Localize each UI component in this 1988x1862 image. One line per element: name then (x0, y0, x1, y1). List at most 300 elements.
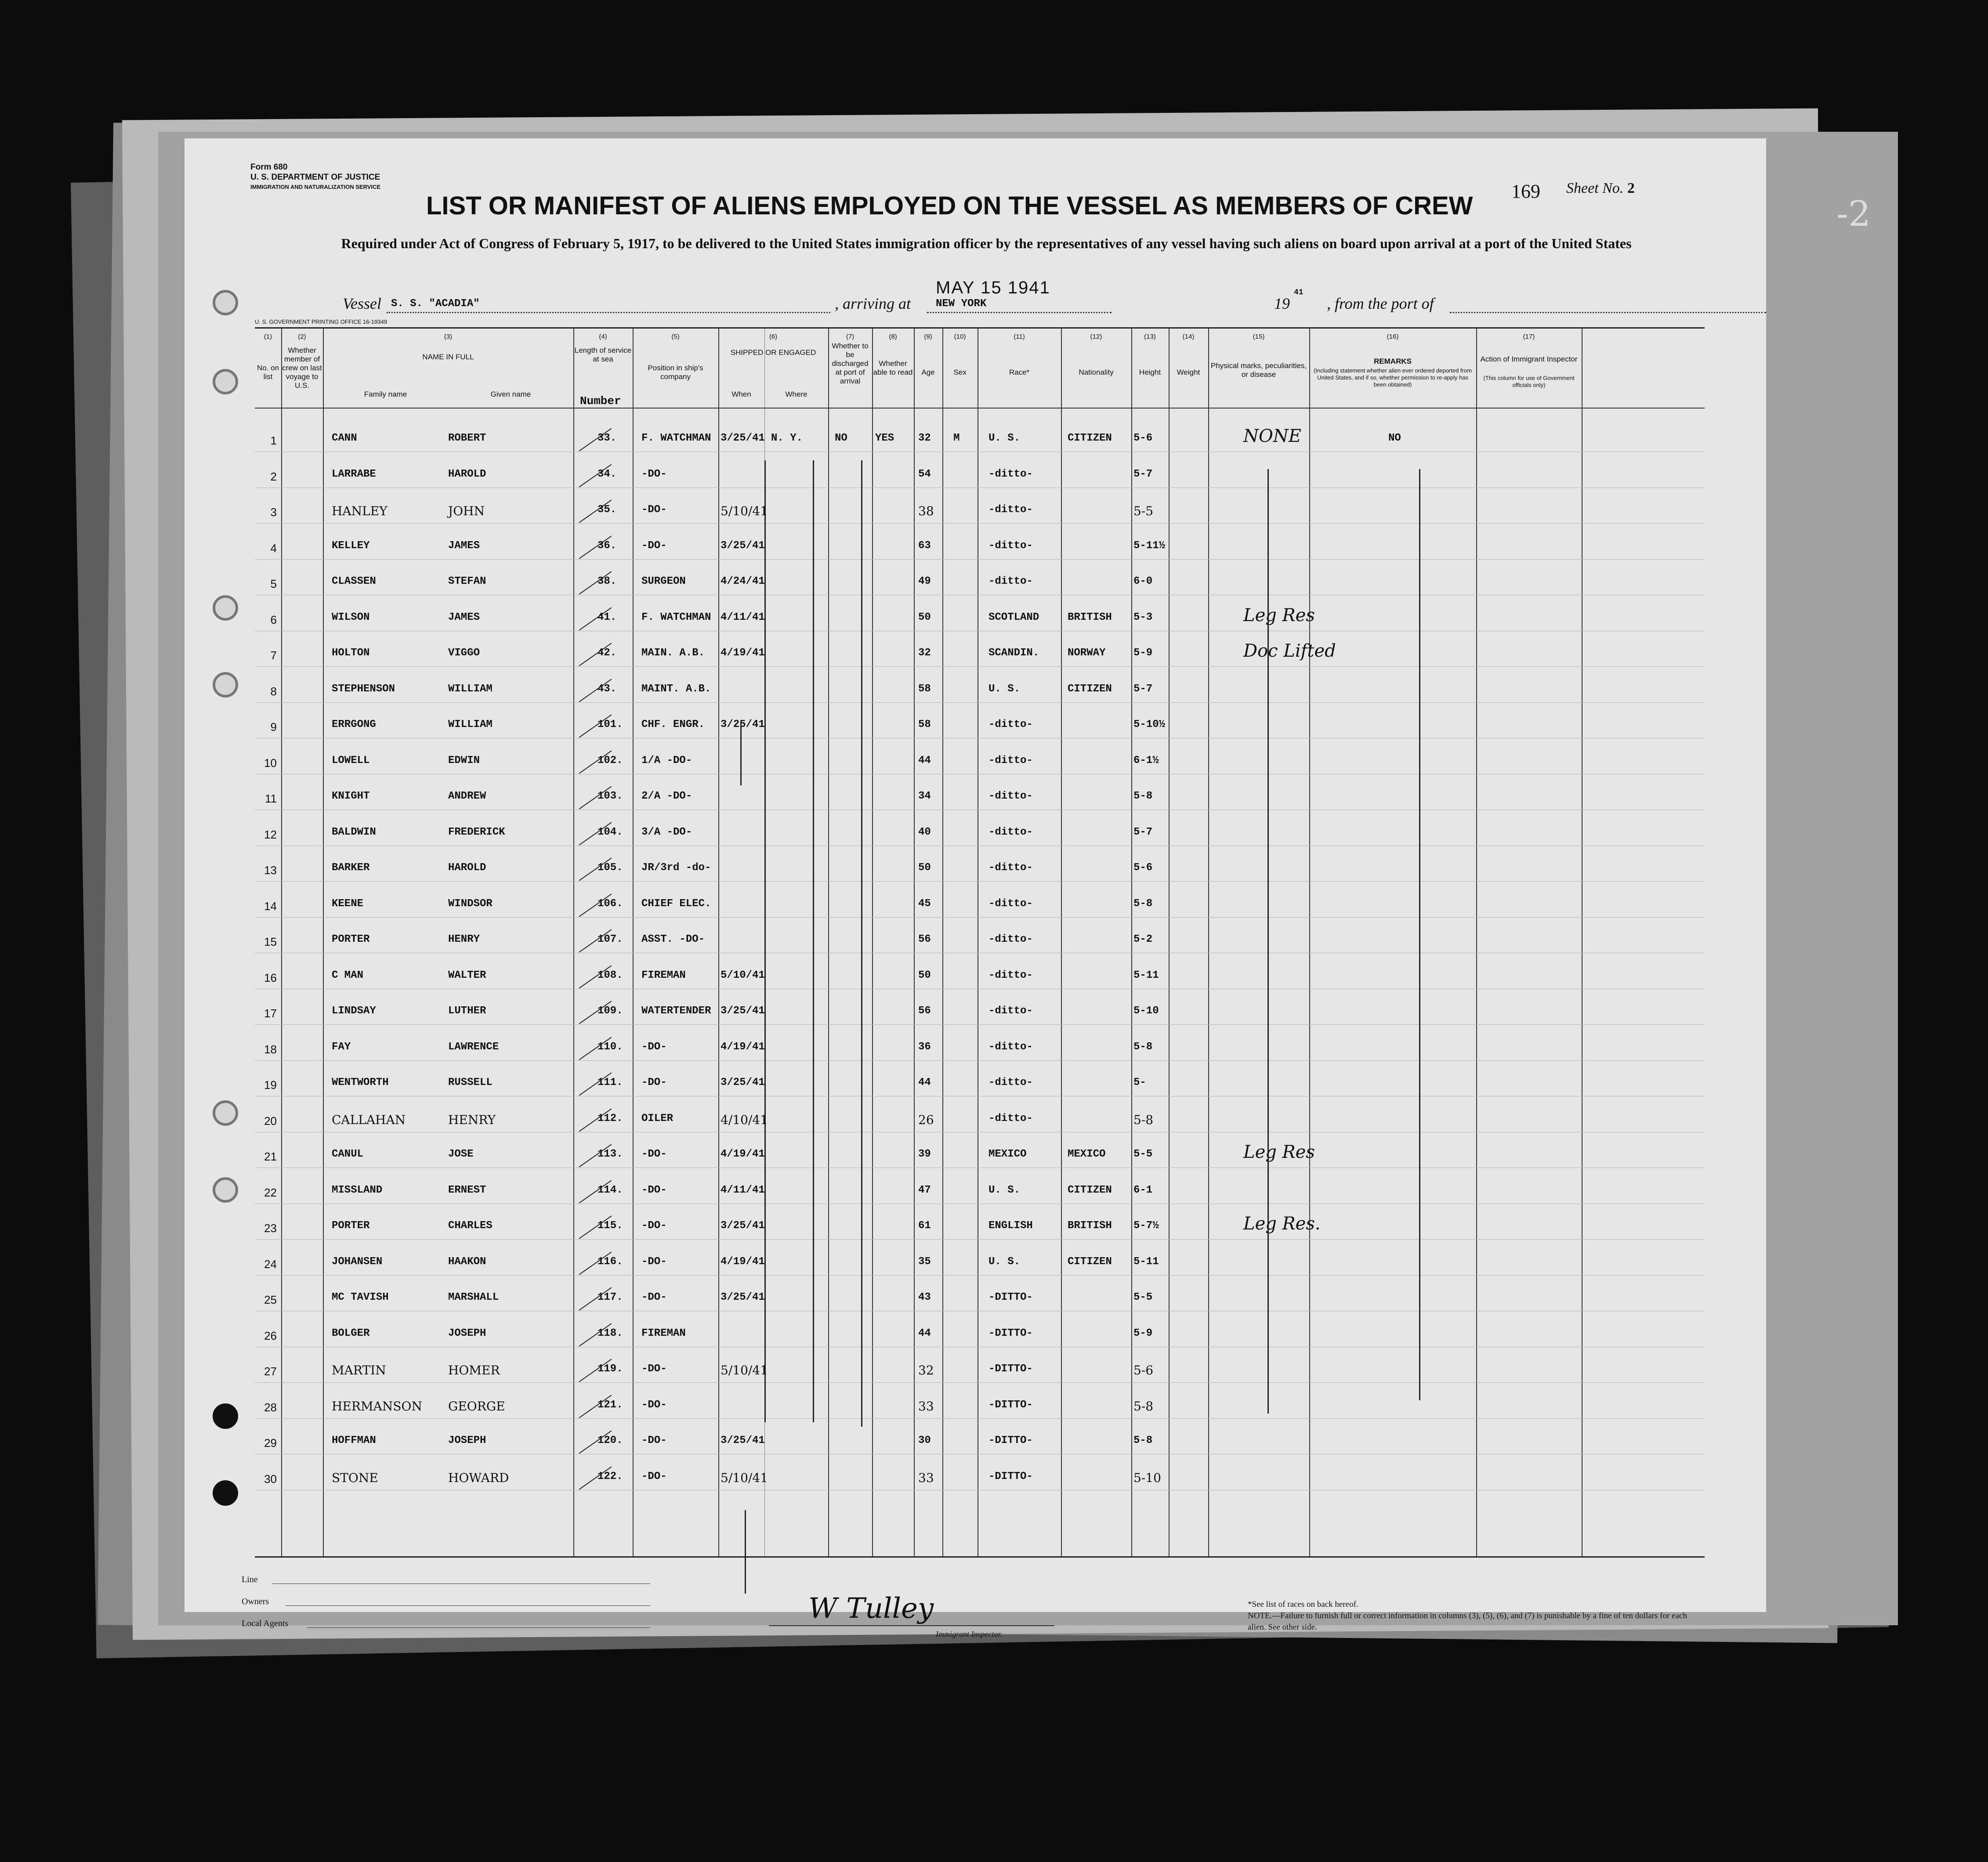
family-name-cell: BALDWIN (332, 826, 376, 838)
row-rule (255, 1024, 1705, 1025)
race-cell: -DITTO- (989, 1399, 1033, 1411)
given-name-cell: JOSEPH (448, 1327, 486, 1339)
age-cell: 32 (918, 432, 931, 444)
race-cell: -ditto- (989, 1112, 1033, 1124)
height-cell: 5-2 (1133, 933, 1153, 945)
age-cell: 32 (918, 647, 931, 659)
race-cell: U. S. (989, 1255, 1021, 1268)
race-cell: U. S. (989, 1184, 1021, 1196)
column-rule (1476, 329, 1477, 1556)
age-cell: 47 (918, 1184, 931, 1196)
family-name-cell: CALLAHAN (332, 1112, 406, 1127)
row-number: 13 (264, 864, 277, 877)
given-name-cell: WILLIAM (448, 683, 492, 695)
col-10-num: (10) (954, 333, 966, 340)
margin-mark: -2 (1836, 193, 1871, 234)
position-cell: -DO- (641, 1148, 667, 1160)
nationality-cell: CITIZEN (1068, 1184, 1112, 1196)
subtitle: Required under Act of Congress of February 5, 1917, to be delivered to the United States immigration officer by the representatives of any vessel having such aliens on board upon arrival at a port of the United States (341, 235, 1632, 251)
binder-hole (213, 1100, 238, 1126)
family-name-cell: JOHANSEN (332, 1255, 383, 1268)
column-rule (914, 329, 915, 1556)
col-9-header: Age (921, 368, 935, 376)
binder-hole (213, 369, 238, 394)
race-cell: -ditto- (989, 969, 1033, 981)
height-cell: 5-6 (1133, 432, 1153, 444)
family-name-cell: LOWELL (332, 754, 370, 766)
col-16-header: REMARKS (1374, 357, 1412, 365)
col-1-header: No. on list (257, 364, 279, 381)
race-cell: -DITTO- (989, 1470, 1033, 1482)
column-rule (872, 329, 873, 1556)
shipped-when-cell: 3/25/41 (721, 1005, 765, 1017)
family-name-cell: BOLGER (332, 1327, 370, 1339)
row-rule (255, 917, 1705, 918)
column-rule (573, 329, 574, 1556)
family-name-header: Family name (364, 390, 407, 398)
age-cell: 32 (918, 1363, 934, 1378)
shipped-when-cell: 5/10/41 (721, 1470, 768, 1485)
height-cell: 5-7½ (1133, 1220, 1159, 1232)
family-name-cell: CANUL (332, 1148, 364, 1160)
service-length-cell: 34. (597, 468, 617, 480)
column-rule (828, 329, 829, 1556)
col-3-num: (3) (444, 333, 453, 340)
ditto-stroke (861, 460, 862, 1427)
race-cell: -ditto- (989, 897, 1033, 910)
discharged-cell: NO (835, 432, 847, 444)
shipped-when-cell: 3/25/41 (721, 1291, 765, 1303)
agents-label: Local Agents (242, 1619, 289, 1628)
shipped-when-cell: 5/10/41 (721, 504, 768, 518)
given-name-cell: HOWARD (448, 1470, 509, 1485)
race-cell: ENGLISH (989, 1220, 1033, 1232)
age-cell: 56 (918, 1005, 931, 1017)
given-name-cell: GEORGE (448, 1399, 505, 1414)
row-number: 25 (264, 1293, 277, 1306)
row-rule (255, 881, 1705, 882)
given-name-cell: LUTHER (448, 1005, 486, 1017)
race-cell: -DITTO- (989, 1363, 1033, 1375)
age-cell: 56 (918, 933, 931, 945)
service-length-cell: 109. (597, 1005, 623, 1017)
age-cell: 44 (918, 1327, 931, 1339)
sex-cell: M (953, 432, 960, 444)
row-number: 7 (270, 649, 277, 662)
row-number: 10 (264, 756, 277, 770)
family-name-cell: CLASSEN (332, 575, 376, 587)
row-rule (255, 702, 1705, 703)
sheet-number (1566, 180, 1635, 197)
age-cell: 43 (918, 1291, 931, 1303)
column-rule (1169, 329, 1170, 1556)
col-17-num: (17) (1523, 333, 1535, 340)
shipped-when-cell: 3/25/41 (721, 1435, 765, 1446)
col-14-header: Weight (1177, 368, 1200, 376)
service-length-cell: 35. (597, 504, 617, 516)
height-cell: 6-1 (1133, 1184, 1153, 1196)
height-cell: 5-7 (1133, 826, 1153, 838)
age-cell: 58 (918, 683, 931, 695)
race-note: *See list of races on back hereof. (1248, 1600, 1358, 1609)
column-rule (942, 329, 943, 1556)
height-cell: 6-0 (1133, 575, 1153, 587)
form-code: 16—19349 (1665, 1648, 1689, 1654)
shipped-when-cell: 5/10/41 (721, 1363, 768, 1378)
position-cell: -DO- (641, 1184, 667, 1196)
height-cell: 5-10 (1133, 1470, 1161, 1485)
row-number: 20 (264, 1114, 277, 1128)
col-11-header: Race* (1009, 368, 1030, 376)
service-length-cell: 42. (597, 647, 617, 659)
given-name-cell: LAWRENCE (448, 1041, 499, 1053)
physical-marks-cell: Leg Res (1243, 605, 1315, 625)
age-cell: 54 (918, 468, 931, 480)
family-name-cell: ERRGONG (332, 719, 376, 730)
col-10-header: Sex (953, 368, 967, 376)
row-rule (255, 1418, 1705, 1419)
year-prefix: 19 (1274, 295, 1290, 312)
family-name-cell: LARRABE (332, 468, 376, 480)
race-cell: U. S. (989, 683, 1021, 695)
family-name-cell: PORTER (332, 1220, 370, 1232)
service-length-cell: 101. (597, 719, 623, 730)
height-cell: 5-5 (1133, 1291, 1153, 1303)
row-number: 30 (264, 1472, 277, 1486)
service-length-cell: 116. (597, 1255, 623, 1268)
row-number: 5 (270, 577, 277, 590)
nationality-cell: BRITISH (1068, 1220, 1112, 1232)
penalty-note: NOTE.—Failure to furnish full or correct information in columns (3), (5), (6), and (7) is punishable by a fine of ten dollars for each alien. See other side. (1248, 1611, 1687, 1632)
row-rule (255, 1239, 1705, 1240)
service-length-cell: 102. (597, 754, 623, 766)
given-name-cell: VIGGO (448, 647, 480, 659)
height-cell: 5-6 (1133, 862, 1153, 874)
age-cell: 50 (918, 862, 931, 874)
col-7-num: (7) (846, 333, 855, 340)
race-cell: MEXICO (989, 1148, 1027, 1160)
position-cell: WATERTENDER (641, 1005, 711, 1017)
height-cell: 5-5 (1133, 1148, 1153, 1160)
height-cell: 5-10½ (1133, 719, 1166, 730)
shipped-when-cell: 4/19/41 (721, 647, 765, 659)
owners-label: Owners (242, 1597, 269, 1606)
family-name-cell: C MAN (332, 969, 364, 981)
race-cell: -ditto- (989, 504, 1033, 516)
height-cell: 5-8 (1133, 1435, 1153, 1446)
manifest-page (185, 138, 1766, 1654)
shipped-when-cell: 4/11/41 (721, 1184, 765, 1196)
ditto-stroke (1419, 469, 1420, 1400)
physical-marks-cell: NONE (1243, 426, 1301, 446)
col-15-num: (15) (1253, 333, 1265, 340)
row-number: 19 (264, 1078, 277, 1092)
row-number: 3 (270, 506, 277, 519)
row-number: 14 (264, 899, 277, 913)
col-16-num: (16) (1387, 333, 1399, 340)
given-name-cell: JOHN (448, 504, 485, 518)
age-cell: 30 (918, 1435, 931, 1446)
age-cell: 36 (918, 1041, 931, 1053)
position-cell: -DO- (641, 1435, 667, 1446)
family-name-cell: HERMANSON (332, 1399, 422, 1414)
age-cell: 63 (918, 539, 931, 552)
age-cell: 38 (918, 504, 934, 518)
race-cell: -ditto- (989, 826, 1033, 838)
service-length-cell: 107. (597, 933, 623, 945)
position-cell: -DO- (641, 1399, 667, 1411)
row-rule (255, 666, 1705, 667)
col-13-header: Height (1139, 368, 1161, 376)
row-rule (255, 1382, 1705, 1383)
service-length-cell: 104. (597, 826, 623, 838)
physical-marks-cell: Leg Res (1243, 1142, 1315, 1162)
row-number: 8 (270, 684, 277, 698)
column-rule (281, 329, 282, 1556)
position-cell: CHIEF ELEC. (641, 897, 711, 910)
given-name-cell: HENRY (448, 933, 480, 945)
race-cell: -ditto- (989, 719, 1033, 730)
row-rule (255, 523, 1705, 524)
family-name-cell: KELLEY (332, 539, 370, 552)
position-cell: MAIN. A.B. (641, 647, 705, 659)
service-length-cell: 36. (597, 539, 617, 552)
col-1-num: (1) (264, 333, 272, 340)
page-title: LIST OR MANIFEST OF ALIENS EMPLOYED ON THE VESSEL AS MEMBERS OF CREW (426, 192, 1473, 220)
height-cell: 5-3 (1133, 611, 1153, 623)
position-cell: -DO- (641, 468, 667, 480)
shipped-when-cell: 3/25/41 (721, 719, 765, 730)
row-number: 28 (264, 1400, 277, 1414)
ditto-stroke (813, 460, 814, 1422)
vessel-name: S. S. "ACADIA" (391, 298, 480, 310)
sheet-value: 2 (1627, 180, 1635, 196)
nationality-cell: NORWAY (1068, 647, 1106, 659)
family-name-cell: MARTIN (332, 1363, 386, 1378)
inspector-label: Immigrant Inspector. (936, 1630, 1002, 1638)
family-name-cell: MISSLAND (332, 1184, 383, 1196)
family-name-cell: WILSON (332, 611, 370, 623)
service-length-cell: 117. (597, 1291, 623, 1303)
given-name-cell: JOSEPH (448, 1435, 486, 1446)
service-length-cell: 115. (597, 1220, 623, 1232)
binder-hole (213, 672, 238, 698)
family-name-cell: PORTER (332, 933, 370, 945)
when-header: When (731, 390, 751, 398)
service-length-cell: 106. (597, 897, 623, 910)
inspector-note: (This column for use of Government officials only) (1483, 375, 1575, 388)
binder-hole (213, 290, 238, 315)
header-rule (255, 408, 1705, 409)
height-cell: 5-6 (1133, 1363, 1154, 1378)
given-name-cell: HAROLD (448, 468, 486, 480)
family-name-cell: FAY (332, 1041, 351, 1053)
age-cell: 39 (918, 1148, 931, 1160)
height-cell: 5-7 (1133, 468, 1153, 480)
service-length-cell: 105. (597, 862, 623, 874)
shipped-when-cell: 3/25/41 (721, 539, 765, 552)
col-13-num: (13) (1144, 333, 1156, 340)
col-17-header: Action of Immigrant Inspector (1480, 355, 1578, 363)
family-name-cell: STEPHENSON (332, 683, 395, 695)
position-cell: MAINT. A.B. (641, 683, 711, 695)
height-cell: 5- (1133, 1077, 1146, 1088)
given-name-cell: WALTER (448, 969, 486, 981)
height-cell: 5-9 (1133, 647, 1153, 659)
family-name-cell: KEENE (332, 897, 364, 910)
race-cell: -ditto- (989, 933, 1033, 945)
service-length-cell: 41. (597, 611, 617, 623)
vessel-label: Vessel (343, 295, 381, 312)
race-cell: -ditto- (989, 575, 1033, 587)
position-cell: JR/3rd -do- (641, 862, 711, 874)
binder-hole (213, 1480, 238, 1506)
family-name-cell: STONE (332, 1470, 378, 1485)
col-6-num: (6) (769, 333, 778, 340)
row-number: 23 (264, 1222, 277, 1235)
service-length-cell: 122. (597, 1470, 623, 1482)
age-cell: 44 (918, 1077, 931, 1088)
able-to-read-cell: YES (875, 432, 894, 444)
arrival-port: NEW YORK (936, 298, 987, 310)
shipped-when-cell: 4/19/41 (721, 1148, 765, 1160)
arriving-label: , arriving at (835, 295, 911, 312)
row-number: 26 (264, 1329, 277, 1342)
nationality-cell: CITIZEN (1068, 1255, 1112, 1268)
service-length-cell: 38. (597, 575, 617, 587)
race-cell: -ditto- (989, 754, 1033, 766)
service-length-cell: 114. (597, 1184, 623, 1196)
given-name-cell: ERNEST (448, 1184, 486, 1196)
col-5-num: (5) (671, 333, 680, 340)
position-cell: -DO- (641, 1041, 667, 1053)
date-stamp: MAY 15 1941 (936, 278, 1050, 297)
race-cell: -ditto- (989, 468, 1033, 480)
age-cell: 35 (918, 1255, 931, 1268)
position-cell: -DO- (641, 1470, 667, 1482)
row-number: 16 (264, 971, 277, 984)
column-rule (1309, 329, 1310, 1556)
agents-field (308, 1627, 650, 1628)
service-length-cell: 118. (597, 1327, 623, 1339)
row-number: 6 (270, 613, 277, 626)
given-name-cell: HAAKON (448, 1255, 486, 1268)
row-number: 24 (264, 1257, 277, 1271)
col-8-header: Whether able to read (873, 359, 913, 376)
height-cell: 5-8 (1133, 897, 1153, 910)
column-rule (1208, 329, 1209, 1556)
given-name-cell: JAMES (448, 539, 480, 552)
shipped-where-cell: N. Y. (771, 432, 803, 444)
service-length-cell: 103. (597, 790, 623, 802)
position-cell: 3/A -DO- (641, 826, 692, 838)
col-14-num: (14) (1182, 333, 1195, 340)
row-rule (255, 559, 1705, 560)
arrival-year: 41 (1294, 288, 1304, 297)
given-name-cell: HOMER (448, 1363, 500, 1378)
shipped-when-cell: 3/25/41 (721, 432, 765, 444)
col-3-header: NAME IN FULL (422, 353, 474, 361)
family-name-cell: HOFFMAN (332, 1435, 376, 1446)
position-cell: F. WATCHMAN (641, 432, 711, 444)
row-number: 15 (264, 935, 277, 948)
race-cell: -ditto- (989, 790, 1033, 802)
age-cell: 45 (918, 897, 931, 910)
height-cell: 5-11 (1133, 969, 1159, 981)
given-name-cell: FREDERICK (448, 826, 505, 838)
col-8-num: (8) (889, 333, 897, 340)
height-cell: 6-1½ (1133, 754, 1159, 766)
where-header: Where (785, 390, 808, 398)
ditto-stroke (1267, 469, 1269, 1414)
row-number: 18 (264, 1042, 277, 1056)
col-4-header: Length of service at sea (574, 346, 632, 363)
service-length-cell: 112. (597, 1112, 623, 1124)
race-cell: -DITTO- (989, 1327, 1033, 1339)
column-rule (323, 329, 324, 1556)
given-name-cell: WINDSOR (448, 897, 492, 910)
row-number: 12 (264, 828, 277, 841)
col-5-header: Position in ship's company (648, 364, 703, 381)
family-name-cell: CANN (332, 432, 357, 444)
height-cell: 5-9 (1133, 1327, 1153, 1339)
age-cell: 58 (918, 719, 931, 730)
position-cell: OILER (641, 1112, 674, 1124)
col-7-header: Whether to be discharged at port of arrival (832, 342, 869, 385)
height-cell: 5-8 (1133, 1112, 1154, 1127)
shipped-when-cell: 4/11/41 (721, 611, 765, 623)
remarks-cell: NO (1388, 432, 1401, 444)
age-cell: 61 (918, 1220, 931, 1232)
row-number: 22 (264, 1186, 277, 1199)
height-cell: 5-11½ (1133, 539, 1166, 552)
race-cell: SCOTLAND (989, 611, 1039, 623)
service-length-cell: 43. (597, 683, 617, 695)
given-name-cell: STEFAN (448, 575, 486, 587)
printer-line: U. S. GOVERNMENT PRINTING OFFICE 16-19349 (255, 318, 387, 325)
form-number: Form 680 (250, 163, 288, 172)
col-6-header: SHIPPED OR ENGAGED (730, 348, 816, 357)
column-rule (1061, 329, 1062, 1556)
col-2-num: (2) (298, 333, 306, 340)
service-length-cell: 111. (597, 1077, 623, 1088)
shipped-when-cell: 4/10/41 (721, 1112, 768, 1127)
race-cell: -ditto- (989, 1077, 1033, 1088)
column-rule (718, 329, 719, 1556)
age-cell: 50 (918, 969, 931, 981)
position-cell: FIREMAN (641, 1327, 686, 1339)
position-cell: F. WATCHMAN (641, 611, 711, 623)
race-cell: -DITTO- (989, 1435, 1033, 1446)
service-number-label: Number (580, 394, 621, 408)
shipped-when-cell: 3/25/41 (721, 1220, 765, 1232)
dotted-line (927, 312, 1112, 313)
position-cell: -DO- (641, 1220, 667, 1232)
row-number: 21 (264, 1150, 277, 1163)
row-number: 17 (264, 1007, 277, 1020)
position-cell: CHF. ENGR. (641, 719, 705, 730)
from-label: , from the port of (1327, 295, 1434, 312)
race-cell: SCANDIN. (989, 647, 1039, 659)
row-number: 11 (265, 792, 277, 805)
col-9-num: (9) (924, 333, 932, 340)
age-cell: 40 (918, 826, 931, 838)
department: U. S. DEPARTMENT OF JUSTICE (250, 173, 380, 182)
position-cell: -DO- (641, 1291, 667, 1303)
age-cell: 34 (918, 790, 931, 802)
position-cell: 1/A -DO- (641, 754, 692, 766)
position-cell: FIREMAN (641, 969, 686, 981)
